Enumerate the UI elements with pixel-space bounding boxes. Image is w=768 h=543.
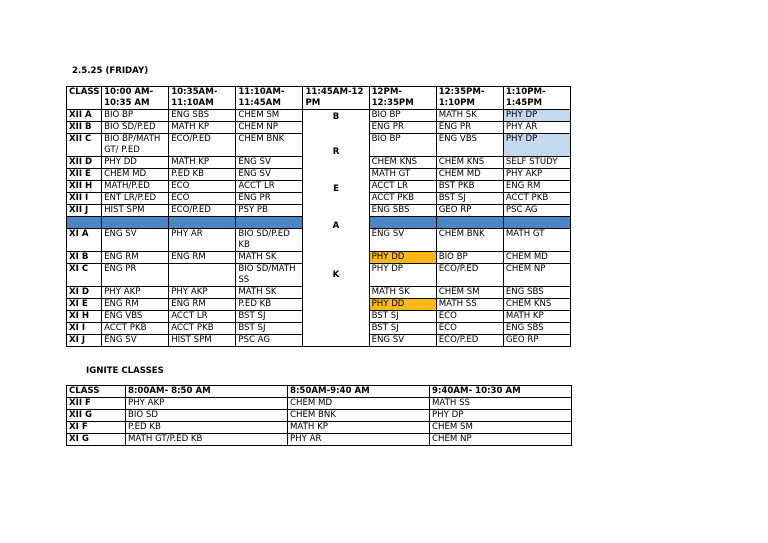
timetable-cell: ENG SBS xyxy=(503,323,570,335)
timetable-cell: ENG RM xyxy=(503,181,570,193)
class-cell: XII B xyxy=(67,122,102,134)
timetable-cell: BST SJ xyxy=(369,323,436,335)
ignite-class-cell: XII F xyxy=(67,398,126,410)
ignite-header-cell: CLASS xyxy=(67,386,126,398)
header-row xyxy=(67,87,571,110)
header-cell: CLASS xyxy=(67,87,102,110)
timetable-cell: CHEM NP xyxy=(236,122,303,134)
ignite-cell: MATH GT/P.ED KB xyxy=(126,434,288,446)
separator-cell xyxy=(369,217,436,229)
timetable-cell: ECO xyxy=(169,193,236,205)
timetable-cell: PSC AG xyxy=(503,205,570,217)
header-cell: 11:45AM-12 PM xyxy=(303,87,369,110)
header-cell: 12:35PM-1:10PM xyxy=(436,87,503,110)
timetable-cell: GEO RP xyxy=(436,205,503,217)
separator-cell xyxy=(67,217,102,229)
timetable-cell: CHEM BNK xyxy=(436,229,503,252)
ignite-title: IGNITE CLASSES xyxy=(86,366,164,376)
header-cell: 10:35AM-11:10AM xyxy=(169,87,236,110)
timetable-cell: ENG SV xyxy=(369,335,436,347)
ignite-cell: CHEM NP xyxy=(430,434,572,446)
timetable-cell: CHEM MD xyxy=(503,252,570,264)
class-cell: XI E xyxy=(67,299,102,311)
timetable-cell: ENG SBS xyxy=(503,287,570,299)
timetable-cell: PSY PB xyxy=(236,205,303,217)
timetable-cell: BST SJ xyxy=(436,193,503,205)
timetable-cell: BST SJ xyxy=(236,311,303,323)
ignite-cell: CHEM MD xyxy=(288,398,430,410)
ignite-header-row xyxy=(67,386,572,398)
class-cell: XI A xyxy=(67,229,102,252)
timetable-cell: CHEM NP xyxy=(503,264,570,287)
ignite-row xyxy=(67,422,572,434)
timetable-cell: BIO SD/MATH SS xyxy=(236,264,303,287)
class-cell: XII E xyxy=(67,169,102,181)
separator-cell xyxy=(169,217,236,229)
timetable-cell: PSC AG xyxy=(236,335,303,347)
ignite-row xyxy=(67,398,572,410)
ignite-class-cell: XII G xyxy=(67,410,126,422)
separator-cell xyxy=(102,217,169,229)
timetable-cell: ENG PR xyxy=(236,193,303,205)
separator-cell xyxy=(503,217,570,229)
timetable-cell: CHEM KNS xyxy=(503,299,570,311)
timetable-cell: MATH SK xyxy=(369,287,436,299)
class-cell: XII C xyxy=(67,134,102,157)
break-letter: A xyxy=(332,221,340,231)
timetable-cell: ENG SV xyxy=(369,229,436,252)
timetable-cell xyxy=(169,264,236,287)
ignite-cell: CHEM BNK xyxy=(288,410,430,422)
timetable-cell: PHY AR xyxy=(169,229,236,252)
timetable-cell: ACCT PKB xyxy=(503,193,570,205)
timetable-cell: MATH KP xyxy=(169,122,236,134)
ignite-cell: MATH SS xyxy=(430,398,572,410)
timetable-cell: PHY DD xyxy=(369,252,436,264)
timetable-cell: ENG PR xyxy=(369,122,436,134)
ignite-header-cell: 8:50AM-9:40 AM xyxy=(288,386,430,398)
timetable-cell: ENG SV xyxy=(102,229,169,252)
timetable-cell: ECO/P.ED xyxy=(169,134,236,157)
header-cell: 10:00 AM-10:35 AM xyxy=(102,87,169,110)
ignite-row xyxy=(67,434,572,446)
ignite-cell: BIO SD xyxy=(126,410,288,422)
timetable-cell: CHEM MD xyxy=(436,169,503,181)
ignite-row xyxy=(67,410,572,422)
ignite-cell: PHY AKP xyxy=(126,398,288,410)
timetable-cell: HIST SPM xyxy=(169,335,236,347)
timetable-cell: MATH KP xyxy=(169,157,236,169)
ignite-header-cell: 8:00AM- 8:50 AM xyxy=(126,386,288,398)
timetable-cell: ECO/P.ED xyxy=(436,335,503,347)
timetable-cell: ECO xyxy=(169,181,236,193)
timetable-cell: BIO BP xyxy=(102,110,169,122)
ignite-cell: PHY DP xyxy=(430,410,572,422)
ignite-header-cell: 9:40AM- 10:30 AM xyxy=(430,386,572,398)
timetable-cell: ECO/P.ED xyxy=(169,205,236,217)
timetable-cell: BST SJ xyxy=(236,323,303,335)
class-cell: XII D xyxy=(67,157,102,169)
timetable-cell: BIO SD/P.ED KB xyxy=(236,229,303,252)
timetable-cell: ENG RM xyxy=(169,299,236,311)
ignite-class-cell: XI G xyxy=(67,434,126,446)
timetable-cell: SELF STUDY xyxy=(503,157,570,169)
ignite-cell: P.ED KB xyxy=(126,422,288,434)
timetable-cell: MATH GT xyxy=(503,229,570,252)
timetable-cell: GEO RP xyxy=(503,335,570,347)
header-cell: 1:10PM-1:45PM xyxy=(503,87,570,110)
timetable-cell: ACCT LR xyxy=(236,181,303,193)
timetable-cell: ENG VBS xyxy=(436,134,503,157)
ignite-cell: PHY AR xyxy=(288,434,430,446)
timetable-cell: ENG RM xyxy=(102,252,169,264)
timetable-cell: ENG PR xyxy=(436,122,503,134)
ignite-class-cell: XI F xyxy=(67,422,126,434)
timetable-cell: ENG RM xyxy=(169,252,236,264)
timetable-cell: CHEM MD xyxy=(102,169,169,181)
timetable-cell: ACCT LR xyxy=(169,311,236,323)
header-cell: 11:10AM-11:45AM xyxy=(236,87,303,110)
timetable-cell: PHY DP xyxy=(503,110,570,122)
timetable-cell: ENG SBS xyxy=(369,205,436,217)
timetable-cell: ENG SV xyxy=(102,335,169,347)
timetable-cell: MATH KP xyxy=(503,311,570,323)
class-cell: XII A xyxy=(67,110,102,122)
timetable-cell: CHEM SM xyxy=(236,110,303,122)
timetable-cell: ENG SBS xyxy=(169,110,236,122)
class-cell: XI C xyxy=(67,264,102,287)
class-cell: XI I xyxy=(67,323,102,335)
separator-cell xyxy=(436,217,503,229)
timetable-cell: BIO SD/P.ED xyxy=(102,122,169,134)
timetable-cell: PHY DD xyxy=(102,157,169,169)
header-cell: 12PM-12:35PM xyxy=(369,87,436,110)
class-cell: XI D xyxy=(67,287,102,299)
class-cell: XI J xyxy=(67,335,102,347)
timetable-cell: ACCT PKB xyxy=(369,193,436,205)
timetable-cell: ACCT PKB xyxy=(169,323,236,335)
timetable-cell: PHY DP xyxy=(369,264,436,287)
timetable-cell: CHEM SM xyxy=(436,287,503,299)
class-cell: XI B xyxy=(67,252,102,264)
timetable-cell: ENG VBS xyxy=(102,311,169,323)
class-cell: XII J xyxy=(67,205,102,217)
timetable-cell: HIST SPM xyxy=(102,205,169,217)
timetable-cell: PHY AKP xyxy=(102,287,169,299)
separator-cell xyxy=(236,217,303,229)
table-row xyxy=(67,110,571,122)
break-letter: B xyxy=(332,112,340,122)
page-date: 2.5.25 (FRIDAY) xyxy=(72,66,149,76)
timetable-cell: PHY AR xyxy=(503,122,570,134)
timetable-cell: MATH SK xyxy=(436,110,503,122)
timetable-cell: MATH SK xyxy=(236,252,303,264)
timetable-cell: ENT LR/P.ED xyxy=(102,193,169,205)
break-letter: K xyxy=(332,270,340,280)
break-letter: R xyxy=(332,147,340,157)
timetable-cell: CHEM BNK xyxy=(236,134,303,157)
ignite-cell: CHEM SM xyxy=(430,422,572,434)
timetable-cell: PHY DD xyxy=(369,299,436,311)
timetable-cell: PHY DP xyxy=(503,134,570,157)
timetable-cell: ECO xyxy=(436,323,503,335)
timetable-cell: PHY AKP xyxy=(169,287,236,299)
timetable-cell: ENG SV xyxy=(236,169,303,181)
timetable-cell: PHY AKP xyxy=(503,169,570,181)
timetable-cell: P.ED KB xyxy=(236,299,303,311)
timetable-cell: MATH SS xyxy=(436,299,503,311)
class-cell: XII I xyxy=(67,193,102,205)
timetable-cell: BIO BP xyxy=(369,110,436,122)
timetable-main xyxy=(66,86,571,347)
timetable-cell: ENG PR xyxy=(102,264,169,287)
timetable-cell: ECO xyxy=(436,311,503,323)
class-cell: XI H xyxy=(67,311,102,323)
timetable-cell: MATH SK xyxy=(236,287,303,299)
ignite-cell: MATH KP xyxy=(288,422,430,434)
timetable-cell: ENG RM xyxy=(102,299,169,311)
timetable-cell: ACCT LR xyxy=(369,181,436,193)
timetable-cell: MATH GT xyxy=(369,169,436,181)
timetable-cell: P.ED KB xyxy=(169,169,236,181)
timetable-cell: MATH/P.ED xyxy=(102,181,169,193)
timetable-cell: BIO BP xyxy=(369,134,436,157)
break-letter: E xyxy=(333,184,339,194)
timetable-ignite xyxy=(66,385,572,446)
timetable-cell: ACCT PKB xyxy=(102,323,169,335)
class-cell: XII H xyxy=(67,181,102,193)
timetable-cell: BST PKB xyxy=(436,181,503,193)
break-column xyxy=(303,110,369,347)
timetable-cell: BIO BP xyxy=(436,252,503,264)
timetable-cell: CHEM KNS xyxy=(436,157,503,169)
timetable-cell: ENG SV xyxy=(236,157,303,169)
timetable-cell: BST SJ xyxy=(369,311,436,323)
timetable-cell: CHEM KNS xyxy=(369,157,436,169)
timetable-cell: BIO BP/MATH GT/ P.ED xyxy=(102,134,169,157)
timetable-cell: ECO/P.ED xyxy=(436,264,503,287)
